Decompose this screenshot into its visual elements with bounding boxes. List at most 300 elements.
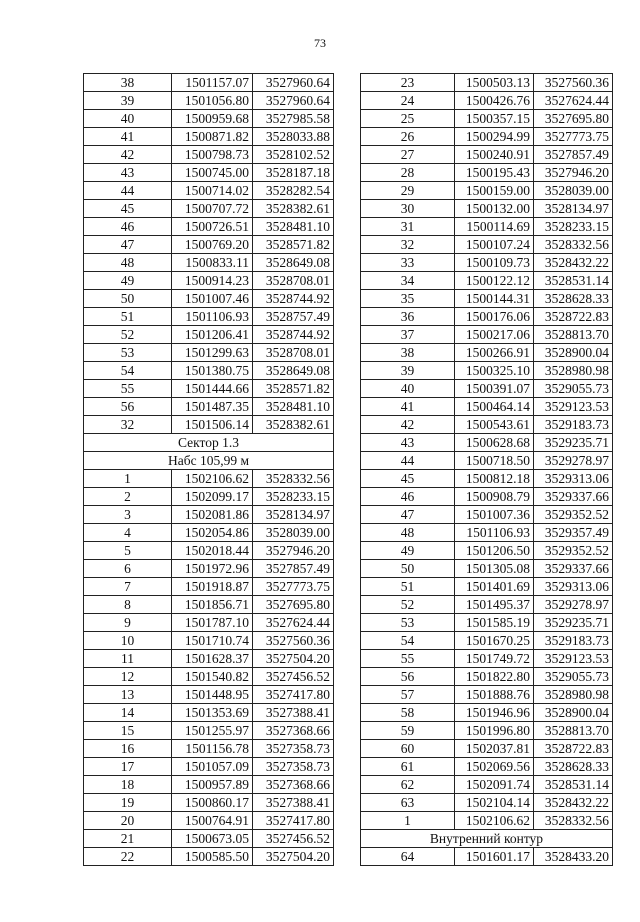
y-coordinate-cell: 3527960.64 [253, 74, 334, 92]
x-coordinate-cell: 1501856.71 [172, 596, 253, 614]
table-row [361, 506, 613, 524]
table-row [361, 542, 613, 560]
table-row [361, 146, 613, 164]
x-coordinate-cell: 1500357.15 [455, 110, 534, 128]
x-coordinate-cell: 1500122.12 [455, 272, 534, 290]
point-number-cell: 20 [84, 812, 172, 830]
point-number-cell: 52 [361, 596, 455, 614]
table-row [361, 740, 613, 758]
coordinates-table-left [83, 73, 334, 866]
x-coordinate-cell: 1501601.17 [455, 848, 534, 866]
y-coordinate-cell: 3528282.54 [253, 182, 334, 200]
point-number-cell: 10 [84, 632, 172, 650]
y-coordinate-cell: 3528481.10 [253, 218, 334, 236]
x-coordinate-cell: 1500585.50 [172, 848, 253, 866]
y-coordinate-cell: 3528757.49 [253, 308, 334, 326]
table-row [361, 632, 613, 650]
y-coordinate-cell: 3527388.41 [253, 704, 334, 722]
section-header-row [84, 452, 334, 470]
table-row [361, 722, 613, 740]
y-coordinate-cell: 3529352.52 [534, 542, 613, 560]
point-number-cell: 53 [361, 614, 455, 632]
table-row [361, 308, 613, 326]
point-number-cell: 49 [361, 542, 455, 560]
section-header: Набс 105,99 м [84, 452, 334, 470]
y-coordinate-cell: 3528134.97 [253, 506, 334, 524]
point-number-cell: 17 [84, 758, 172, 776]
point-number-cell: 48 [84, 254, 172, 272]
point-number-cell: 39 [361, 362, 455, 380]
x-coordinate-cell: 1500543.61 [455, 416, 534, 434]
y-coordinate-cell: 3528102.52 [253, 146, 334, 164]
y-coordinate-cell: 3528980.98 [534, 686, 613, 704]
table-row [84, 326, 334, 344]
y-coordinate-cell: 3528332.56 [253, 470, 334, 488]
point-number-cell: 46 [84, 218, 172, 236]
section-header: Сектор 1.3 [84, 434, 334, 452]
x-coordinate-cell: 1500914.23 [172, 272, 253, 290]
x-coordinate-cell: 1500726.51 [172, 218, 253, 236]
x-coordinate-cell: 1501670.25 [455, 632, 534, 650]
point-number-cell: 60 [361, 740, 455, 758]
table-row [84, 290, 334, 308]
table-row [84, 812, 334, 830]
point-number-cell: 40 [361, 380, 455, 398]
table-row [361, 794, 613, 812]
point-number-cell: 6 [84, 560, 172, 578]
table-row [361, 452, 613, 470]
table-row [84, 794, 334, 812]
point-number-cell: 37 [361, 326, 455, 344]
point-number-cell: 52 [84, 326, 172, 344]
table-row [84, 182, 334, 200]
point-number-cell: 62 [361, 776, 455, 794]
table-row [361, 614, 613, 632]
y-coordinate-cell: 3527946.20 [253, 542, 334, 560]
x-coordinate-cell: 1502099.17 [172, 488, 253, 506]
point-number-cell: 5 [84, 542, 172, 560]
y-coordinate-cell: 3528187.18 [253, 164, 334, 182]
table-row [361, 776, 613, 794]
point-number-cell: 16 [84, 740, 172, 758]
y-coordinate-cell: 3528134.97 [534, 200, 613, 218]
point-number-cell: 9 [84, 614, 172, 632]
x-coordinate-cell: 1500714.02 [172, 182, 253, 200]
point-number-cell: 19 [84, 794, 172, 812]
table-row [361, 272, 613, 290]
point-number-cell: 58 [361, 704, 455, 722]
x-coordinate-cell: 1501007.36 [455, 506, 534, 524]
point-number-cell: 40 [84, 110, 172, 128]
table-row [361, 92, 613, 110]
y-coordinate-cell: 3527985.58 [253, 110, 334, 128]
y-coordinate-cell: 3527504.20 [253, 848, 334, 866]
section-header-row [361, 830, 613, 848]
page-number: 73 [314, 36, 326, 50]
point-number-cell: 45 [361, 470, 455, 488]
y-coordinate-cell: 3529055.73 [534, 380, 613, 398]
point-number-cell: 39 [84, 92, 172, 110]
x-coordinate-cell: 1501106.93 [172, 308, 253, 326]
table-row [361, 200, 613, 218]
x-coordinate-cell: 1501299.63 [172, 344, 253, 362]
x-coordinate-cell: 1500764.91 [172, 812, 253, 830]
y-coordinate-cell: 3528649.08 [253, 254, 334, 272]
table-row [84, 362, 334, 380]
point-number-cell: 26 [361, 128, 455, 146]
table-row [361, 110, 613, 128]
x-coordinate-cell: 1501156.78 [172, 740, 253, 758]
y-coordinate-cell: 3529235.71 [534, 434, 613, 452]
table-row [361, 668, 613, 686]
x-coordinate-cell: 1501487.35 [172, 398, 253, 416]
y-coordinate-cell: 3529313.06 [534, 578, 613, 596]
table-row [361, 326, 613, 344]
x-coordinate-cell: 1501710.74 [172, 632, 253, 650]
y-coordinate-cell: 3527624.44 [534, 92, 613, 110]
table-row [84, 758, 334, 776]
point-number-cell: 23 [361, 74, 455, 92]
y-coordinate-cell: 3527456.52 [253, 830, 334, 848]
table-row [361, 182, 613, 200]
table-row [84, 506, 334, 524]
y-coordinate-cell: 3528531.14 [534, 272, 613, 290]
table-row [361, 848, 613, 866]
y-coordinate-cell: 3527560.36 [534, 74, 613, 92]
x-coordinate-cell: 1500769.20 [172, 236, 253, 254]
x-coordinate-cell: 1501822.80 [455, 668, 534, 686]
table-row [361, 254, 613, 272]
table-row [84, 236, 334, 254]
x-coordinate-cell: 1500217.06 [455, 326, 534, 344]
y-coordinate-cell: 3528433.20 [534, 848, 613, 866]
point-number-cell: 43 [361, 434, 455, 452]
table-row [361, 470, 613, 488]
x-coordinate-cell: 1500707.72 [172, 200, 253, 218]
x-coordinate-cell: 1500294.99 [455, 128, 534, 146]
x-coordinate-cell: 1500798.73 [172, 146, 253, 164]
table-row [84, 650, 334, 668]
y-coordinate-cell: 3527773.75 [253, 578, 334, 596]
table-row [361, 704, 613, 722]
table-row [84, 614, 334, 632]
y-coordinate-cell: 3528039.00 [534, 182, 613, 200]
point-number-cell: 4 [84, 524, 172, 542]
point-number-cell: 33 [361, 254, 455, 272]
point-number-cell: 50 [84, 290, 172, 308]
point-number-cell: 59 [361, 722, 455, 740]
x-coordinate-cell: 1500195.43 [455, 164, 534, 182]
point-number-cell: 1 [84, 470, 172, 488]
x-coordinate-cell: 1500812.18 [455, 470, 534, 488]
table-row [361, 362, 613, 380]
x-coordinate-cell: 1501106.93 [455, 524, 534, 542]
y-coordinate-cell: 3528531.14 [534, 776, 613, 794]
x-coordinate-cell: 1500391.07 [455, 380, 534, 398]
point-number-cell: 49 [84, 272, 172, 290]
point-number-cell: 3 [84, 506, 172, 524]
x-coordinate-cell: 1500114.69 [455, 218, 534, 236]
point-number-cell: 45 [84, 200, 172, 218]
table-row [84, 380, 334, 398]
point-number-cell: 29 [361, 182, 455, 200]
x-coordinate-cell: 1502037.81 [455, 740, 534, 758]
x-coordinate-cell: 1500871.82 [172, 128, 253, 146]
x-coordinate-cell: 1500107.24 [455, 236, 534, 254]
table-row [361, 164, 613, 182]
y-coordinate-cell: 3527368.66 [253, 722, 334, 740]
y-coordinate-cell: 3528744.92 [253, 290, 334, 308]
y-coordinate-cell: 3529357.49 [534, 524, 613, 542]
y-coordinate-cell: 3528649.08 [253, 362, 334, 380]
x-coordinate-cell: 1500908.79 [455, 488, 534, 506]
point-number-cell: 53 [84, 344, 172, 362]
table-row [361, 686, 613, 704]
point-number-cell: 35 [361, 290, 455, 308]
coordinates-table-right-body [361, 74, 613, 866]
coordinates-table-right [360, 73, 613, 866]
y-coordinate-cell: 3529278.97 [534, 596, 613, 614]
y-coordinate-cell: 3528900.04 [534, 344, 613, 362]
x-coordinate-cell: 1501007.46 [172, 290, 253, 308]
point-number-cell: 43 [84, 164, 172, 182]
point-number-cell: 44 [84, 182, 172, 200]
x-coordinate-cell: 1500464.14 [455, 398, 534, 416]
table-row [84, 578, 334, 596]
x-coordinate-cell: 1500628.68 [455, 434, 534, 452]
y-coordinate-cell: 3528332.56 [534, 236, 613, 254]
point-number-cell: 15 [84, 722, 172, 740]
point-number-cell: 27 [361, 146, 455, 164]
y-coordinate-cell: 3529055.73 [534, 668, 613, 686]
point-number-cell: 50 [361, 560, 455, 578]
table-row [361, 578, 613, 596]
y-coordinate-cell: 3528744.92 [253, 326, 334, 344]
table-row [361, 560, 613, 578]
y-coordinate-cell: 3528432.22 [534, 794, 613, 812]
x-coordinate-cell: 1502106.62 [455, 812, 534, 830]
x-coordinate-cell: 1501057.09 [172, 758, 253, 776]
y-coordinate-cell: 3528628.33 [534, 290, 613, 308]
x-coordinate-cell: 1500325.10 [455, 362, 534, 380]
y-coordinate-cell: 3529337.66 [534, 560, 613, 578]
point-number-cell: 21 [84, 830, 172, 848]
table-row [84, 596, 334, 614]
x-coordinate-cell: 1501448.95 [172, 686, 253, 704]
table-row [84, 110, 334, 128]
table-row [84, 308, 334, 326]
point-number-cell: 41 [361, 398, 455, 416]
point-number-cell: 61 [361, 758, 455, 776]
y-coordinate-cell: 3528813.70 [534, 722, 613, 740]
table-row [84, 542, 334, 560]
point-number-cell: 63 [361, 794, 455, 812]
table-row [84, 218, 334, 236]
y-coordinate-cell: 3528233.15 [253, 488, 334, 506]
table-row [361, 290, 613, 308]
point-number-cell: 32 [84, 416, 172, 434]
x-coordinate-cell: 1501628.37 [172, 650, 253, 668]
y-coordinate-cell: 3528900.04 [534, 704, 613, 722]
table-row [361, 74, 613, 92]
y-coordinate-cell: 3529278.97 [534, 452, 613, 470]
x-coordinate-cell: 1502106.62 [172, 470, 253, 488]
y-coordinate-cell: 3527388.41 [253, 794, 334, 812]
point-number-cell: 56 [361, 668, 455, 686]
table-row [361, 398, 613, 416]
y-coordinate-cell: 3527358.73 [253, 740, 334, 758]
table-row [84, 848, 334, 866]
x-coordinate-cell: 1500426.76 [455, 92, 534, 110]
point-number-cell: 8 [84, 596, 172, 614]
y-coordinate-cell: 3528039.00 [253, 524, 334, 542]
point-number-cell: 42 [361, 416, 455, 434]
point-number-cell: 13 [84, 686, 172, 704]
y-coordinate-cell: 3528432.22 [534, 254, 613, 272]
y-coordinate-cell: 3528481.10 [253, 398, 334, 416]
x-coordinate-cell: 1501305.08 [455, 560, 534, 578]
x-coordinate-cell: 1500159.00 [455, 182, 534, 200]
x-coordinate-cell: 1500240.91 [455, 146, 534, 164]
table-row [361, 812, 613, 830]
y-coordinate-cell: 3528571.82 [253, 380, 334, 398]
point-number-cell: 31 [361, 218, 455, 236]
table-row [84, 272, 334, 290]
point-number-cell: 36 [361, 308, 455, 326]
x-coordinate-cell: 1501996.80 [455, 722, 534, 740]
y-coordinate-cell: 3528571.82 [253, 236, 334, 254]
x-coordinate-cell: 1500959.68 [172, 110, 253, 128]
x-coordinate-cell: 1501888.76 [455, 686, 534, 704]
table-row [84, 488, 334, 506]
table-row [361, 488, 613, 506]
y-coordinate-cell: 3529183.73 [534, 416, 613, 434]
point-number-cell: 38 [84, 74, 172, 92]
y-coordinate-cell: 3528033.88 [253, 128, 334, 146]
y-coordinate-cell: 3527456.52 [253, 668, 334, 686]
x-coordinate-cell: 1500673.05 [172, 830, 253, 848]
x-coordinate-cell: 1501946.96 [455, 704, 534, 722]
table-row [361, 596, 613, 614]
point-number-cell: 25 [361, 110, 455, 128]
table-row [84, 776, 334, 794]
x-coordinate-cell: 1500718.50 [455, 452, 534, 470]
x-coordinate-cell: 1501206.41 [172, 326, 253, 344]
x-coordinate-cell: 1501585.19 [455, 614, 534, 632]
point-number-cell: 46 [361, 488, 455, 506]
y-coordinate-cell: 3528382.61 [253, 416, 334, 434]
table-row [361, 650, 613, 668]
table-row [361, 416, 613, 434]
y-coordinate-cell: 3528233.15 [534, 218, 613, 236]
point-number-cell: 42 [84, 146, 172, 164]
y-coordinate-cell: 3529352.52 [534, 506, 613, 524]
x-coordinate-cell: 1500109.73 [455, 254, 534, 272]
table-row [84, 128, 334, 146]
table-row [84, 398, 334, 416]
y-coordinate-cell: 3527695.80 [534, 110, 613, 128]
y-coordinate-cell: 3527773.75 [534, 128, 613, 146]
point-number-cell: 47 [361, 506, 455, 524]
point-number-cell: 41 [84, 128, 172, 146]
y-coordinate-cell: 3529313.06 [534, 470, 613, 488]
table-row [84, 470, 334, 488]
y-coordinate-cell: 3527417.80 [253, 812, 334, 830]
point-number-cell: 14 [84, 704, 172, 722]
point-number-cell: 48 [361, 524, 455, 542]
x-coordinate-cell: 1502091.74 [455, 776, 534, 794]
point-number-cell: 12 [84, 668, 172, 686]
x-coordinate-cell: 1501918.87 [172, 578, 253, 596]
x-coordinate-cell: 1500833.11 [172, 254, 253, 272]
x-coordinate-cell: 1500132.00 [455, 200, 534, 218]
x-coordinate-cell: 1501444.66 [172, 380, 253, 398]
point-number-cell: 18 [84, 776, 172, 794]
y-coordinate-cell: 3529235.71 [534, 614, 613, 632]
table-row [84, 254, 334, 272]
table-row [84, 560, 334, 578]
point-number-cell: 54 [361, 632, 455, 650]
y-coordinate-cell: 3529337.66 [534, 488, 613, 506]
y-coordinate-cell: 3528332.56 [534, 812, 613, 830]
y-coordinate-cell: 3527368.66 [253, 776, 334, 794]
y-coordinate-cell: 3527960.64 [253, 92, 334, 110]
x-coordinate-cell: 1502054.86 [172, 524, 253, 542]
y-coordinate-cell: 3528382.61 [253, 200, 334, 218]
x-coordinate-cell: 1500860.17 [172, 794, 253, 812]
x-coordinate-cell: 1501255.97 [172, 722, 253, 740]
table-row [84, 830, 334, 848]
point-number-cell: 47 [84, 236, 172, 254]
point-number-cell: 56 [84, 398, 172, 416]
x-coordinate-cell: 1500144.31 [455, 290, 534, 308]
y-coordinate-cell: 3528708.01 [253, 344, 334, 362]
point-number-cell: 51 [361, 578, 455, 596]
x-coordinate-cell: 1500176.06 [455, 308, 534, 326]
table-row [84, 686, 334, 704]
x-coordinate-cell: 1501157.07 [172, 74, 253, 92]
x-coordinate-cell: 1501972.96 [172, 560, 253, 578]
table-row [84, 200, 334, 218]
x-coordinate-cell: 1502104.14 [455, 794, 534, 812]
section-header: Внутренний контур [361, 830, 613, 848]
table-row [84, 344, 334, 362]
table-row [84, 146, 334, 164]
point-number-cell: 51 [84, 308, 172, 326]
x-coordinate-cell: 1501206.50 [455, 542, 534, 560]
y-coordinate-cell: 3528813.70 [534, 326, 613, 344]
x-coordinate-cell: 1501787.10 [172, 614, 253, 632]
x-coordinate-cell: 1501540.82 [172, 668, 253, 686]
point-number-cell: 57 [361, 686, 455, 704]
table-row [361, 524, 613, 542]
table-row [84, 722, 334, 740]
y-coordinate-cell: 3527857.49 [534, 146, 613, 164]
y-coordinate-cell: 3527857.49 [253, 560, 334, 578]
table-row [361, 218, 613, 236]
coordinates-table-left-body [84, 74, 334, 866]
table-row [84, 92, 334, 110]
point-number-cell: 55 [361, 650, 455, 668]
y-coordinate-cell: 3528980.98 [534, 362, 613, 380]
x-coordinate-cell: 1501401.69 [455, 578, 534, 596]
point-number-cell: 34 [361, 272, 455, 290]
x-coordinate-cell: 1501506.14 [172, 416, 253, 434]
table-row [84, 416, 334, 434]
table-row [361, 236, 613, 254]
point-number-cell: 7 [84, 578, 172, 596]
x-coordinate-cell: 1501353.69 [172, 704, 253, 722]
